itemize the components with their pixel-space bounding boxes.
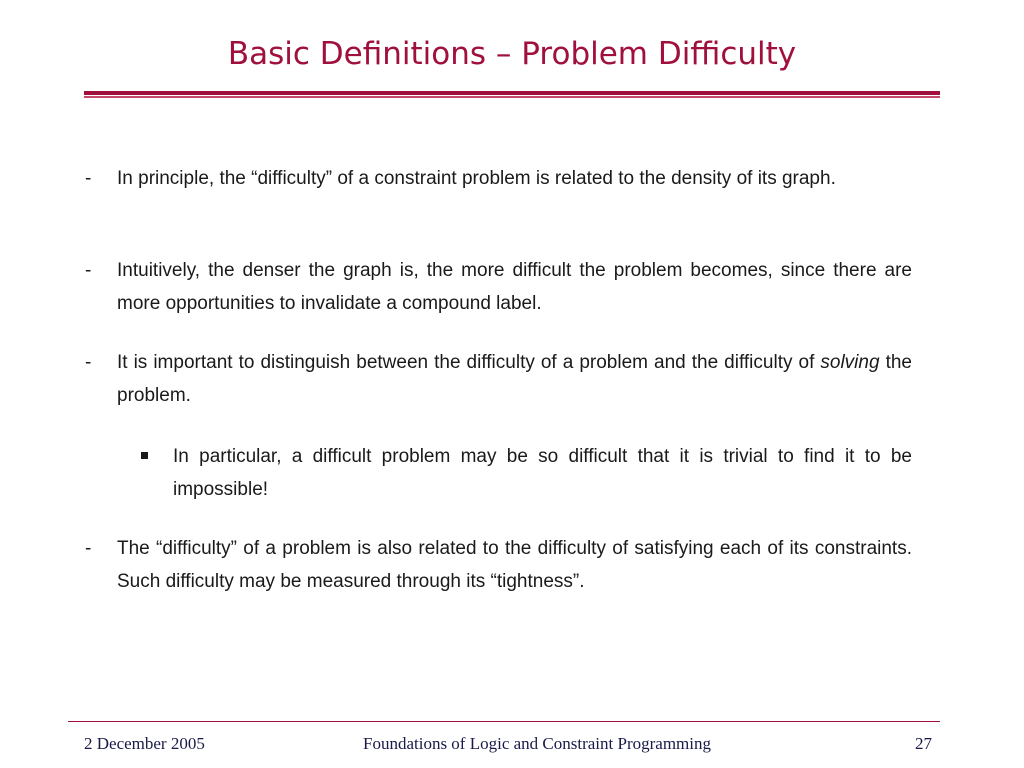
footer-divider [68, 721, 940, 722]
footer-page-number: 27 [915, 734, 932, 753]
bullet-dash: - [85, 538, 92, 559]
bullet-item [85, 346, 912, 412]
slide-title: Basic Definitions – Problem Difficulty [227, 36, 797, 72]
bullet-text: The “difficulty” of a problem is also related to the difficulty of satisfying each of its constraints. Such difficulty may be measured through its “tightness”. [117, 538, 912, 592]
bullet-text-end: the problem. [117, 352, 912, 406]
title-divider-thick [84, 91, 940, 95]
title-divider [84, 91, 940, 98]
bullet-item [85, 532, 912, 598]
sub-bullet-item [173, 440, 912, 506]
bullet-dash: - [85, 352, 92, 373]
footer-course-title: Foundations of Logic and Constraint Programming [363, 734, 711, 753]
bullet-text-emphasis: solving [820, 352, 880, 373]
bullet-dash: - [85, 260, 92, 281]
bullet-item [85, 162, 912, 195]
bullet-text: In principle, the “difficulty” of a constraint problem is related to the density of its graph. [117, 168, 836, 189]
title-divider-thin [84, 96, 940, 98]
sub-bullet-text: In particular, a difficult problem may be so difficult that it is trivial to find it to be impossible! [173, 446, 912, 500]
bullet-text: Intuitively, the denser the graph is, the more difficult the problem becomes, since there are more opportunities to invalidate a compound label. [117, 260, 912, 314]
bullet-dash: - [85, 168, 92, 189]
bullet-text-start: It is important to distinguish between the difficulty of a problem and the difficulty of [117, 352, 821, 373]
square-bullet-icon [141, 452, 148, 459]
bullet-item [85, 254, 912, 320]
footer-date: 2 December 2005 [84, 734, 205, 753]
